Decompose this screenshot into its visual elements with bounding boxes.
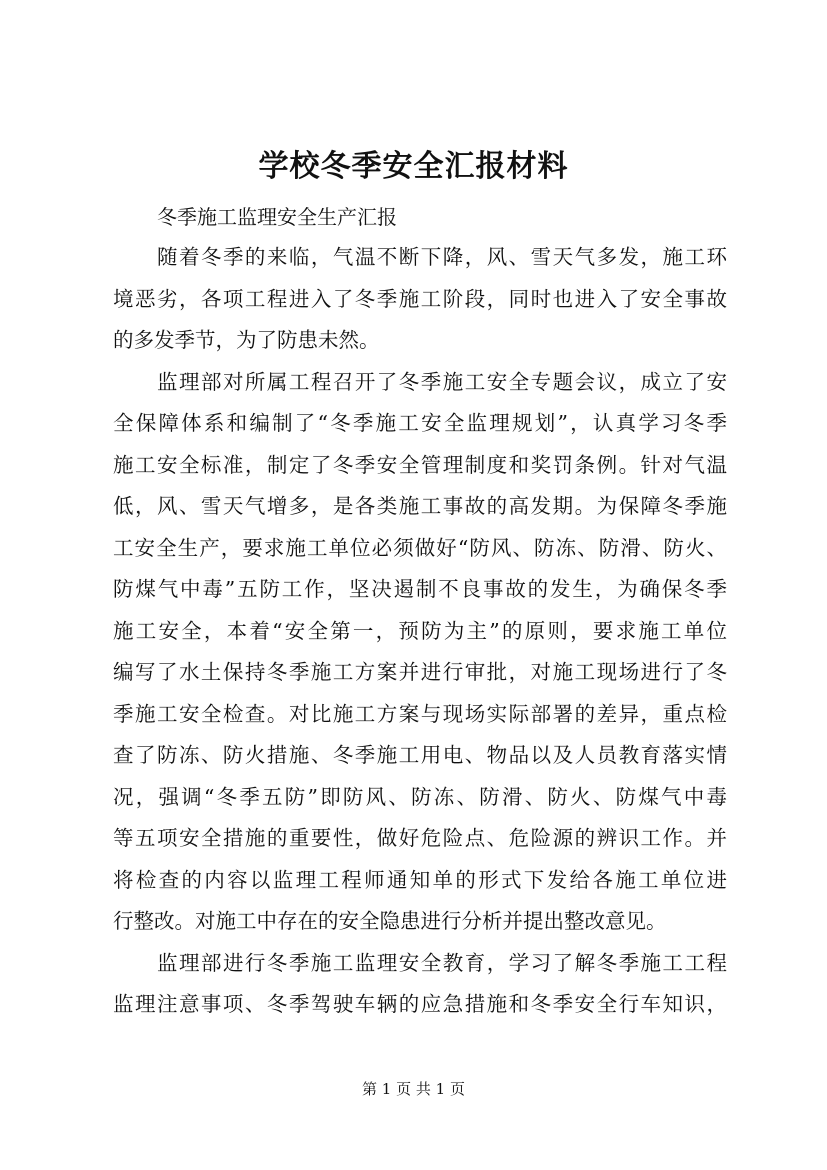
paragraph-line: 工安全生产，要求施工单位必须做好“防风、防冻、防滑、防火、	[113, 535, 727, 560]
paragraph-line: 随着冬季的来临，气温不断下降，风、雪天气多发，施工环	[157, 245, 727, 269]
paragraph-line: 防煤气中毒”五防工作，坚决遏制不良事故的发生，为确保冬季	[113, 577, 727, 601]
paragraph-line: 监理注意事项、冬季驾驶车辆的应急措施和冬季安全行车知识，	[113, 992, 727, 1016]
paragraph-line: 监理部对所属工程召开了冬季施工安全专题会议，成立了安	[157, 369, 727, 394]
paragraph-2	[113, 362, 727, 943]
paragraph-line: 季施工安全检查。对比施工方案与现场实际部署的差异，重点检	[113, 701, 727, 726]
page-title: 学校冬季安全汇报材料	[258, 149, 569, 184]
paragraph-line: 监理部进行冬季施工监理安全教育，学习了解冬季施工工程	[157, 950, 727, 975]
document-subtitle: 冬季施工监理安全生产汇报	[157, 205, 397, 229]
paragraph-line: 将检查的内容以监理工程师通知单的形式下发给各施工单位进	[113, 867, 727, 892]
paragraph-line: 施工安全，本着“安全第一，预防为主”的原则，要求施工单位	[113, 618, 727, 643]
paragraph-line: 行整改。对施工中存在的安全隐患进行分析并提出整改意见。	[113, 909, 667, 933]
paragraph-line: 境恶劣，各项工程进入了冬季施工阶段，同时也进入了安全事故	[113, 286, 727, 311]
paragraph-line: 施工安全标准，制定了冬季安全管理制度和奖罚条例。针对气温	[113, 452, 727, 477]
paragraph-line: 全保障体系和编制了“冬季施工安全监理规划”，认真学习冬季	[113, 411, 727, 435]
paragraph-line: 低，风、雪天气增多，是各类施工事故的高发期。为保障冬季施	[113, 494, 727, 518]
paragraph-1	[113, 237, 727, 362]
paragraph-line: 查了防冻、防火措施、冬季施工用电、物品以及人员教育落实情	[113, 743, 727, 767]
paragraph-line: 编写了水土保持冬季施工方案并进行审批，对施工现场进行了冬	[113, 660, 727, 684]
paragraph-line: 的多发季节，为了防患未然。	[113, 328, 380, 352]
paragraph-line: 况，强调“冬季五防”即防风、防冻、防滑、防火、防煤气中毒	[113, 784, 727, 809]
paragraph-line: 等五项安全措施的重要性，做好危险点、危险源的辨识工作。并	[113, 826, 727, 850]
paragraph-3	[113, 943, 727, 1026]
document-body	[113, 197, 727, 1026]
page-footer: 第 1 页 共 1 页	[362, 1080, 465, 1098]
